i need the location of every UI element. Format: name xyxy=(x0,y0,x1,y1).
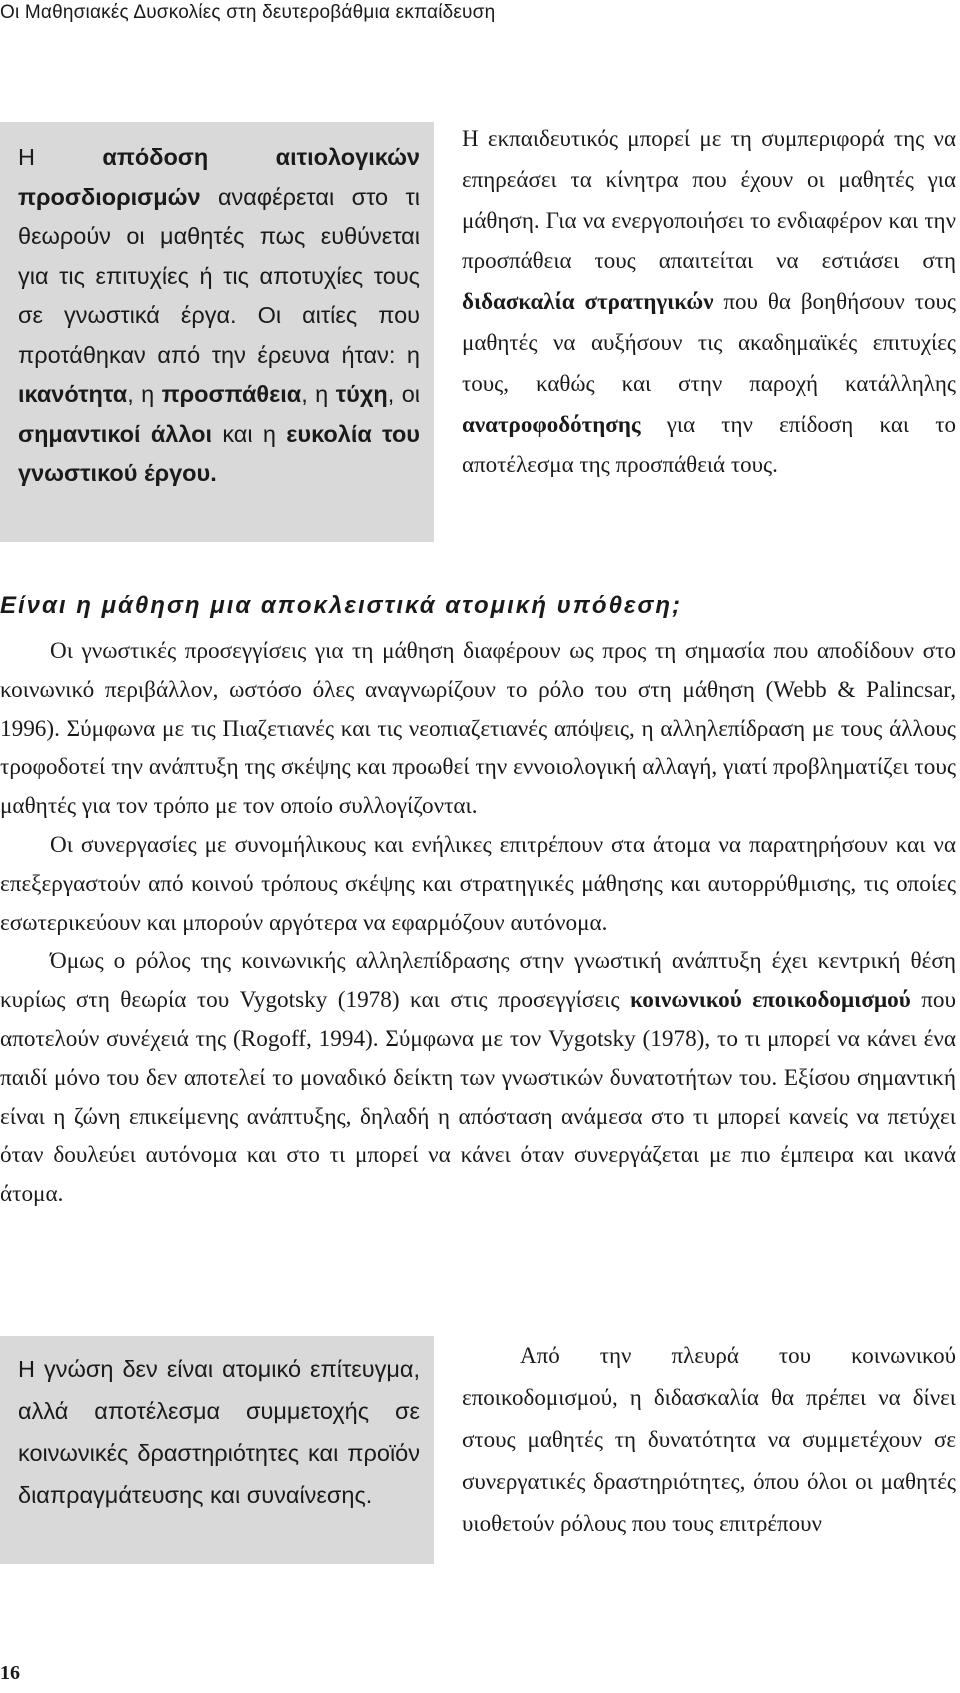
paragraph: Οι συνεργασίες με συνομήλικους και ενήλικες επιτρέπουν στα άτομα να παρατηρήσουν και να επεξεργαστούν από κοινού τρόπους σκέψης και στρατηγικές μάθησης και αυτορρύθμισης, τις οποίες εσωτερικεύουν και μπορούν αργότερα να εφαρμόζουν αυτόνομα. xyxy=(0,831,956,936)
key-term: διδασκαλία στρατηγικών xyxy=(462,289,714,315)
callout-text: , οι xyxy=(387,381,420,407)
paragraph-text: Όμως ο ρόλος της κοινωνικής αλληλεπίδρασης στην γνωστική ανάπτυξη έχει κεντρική θέση κυρίως στη θεωρία του Vygotsky (1978) και στις προσεγγίσεις xyxy=(0,948,956,1014)
sidebar-motivation xyxy=(462,119,956,486)
key-term: ευκολία του γνωστικού έργου. xyxy=(18,420,420,486)
callout-text: , η xyxy=(127,381,162,407)
key-term: τύχη xyxy=(335,381,388,407)
sidebar-text: που θα βοηθήσουν τους μαθητές να αυξήσουν τις ακαδημαϊκές επιτυχίες τους, καθώς και στην παροχή κατάλληλης xyxy=(462,289,956,396)
paragraph: Οι γνωστικές προσεγγίσεις για τη μάθηση διαφέρουν ως προς τη σημασία που αποδίδουν στο κοινωνικό περιβάλλον, ωστόσο όλες αναγνωρίζουν το ρόλο του στη μάθηση (Webb & Palincsar, 1996). Σύμφωνα με τις Πιαζετιανές και τις νεοπιαζετιανές απόψεις, η αλληλεπίδραση με τους άλλους τροφοδοτεί την ανάπτυξη της σκέψης και προωθεί την εννοιολογική αλλαγή, γιατί προβληματίζει τους μαθητές για τον τρόπο με τον οποίο συλλογίζονται. xyxy=(0,638,956,820)
section-heading: Είναι η μάθηση μια αποκλειστικά ατομική υπόθεση; xyxy=(0,592,683,619)
paragraph-text: που αποτελούν συνέχειά της (Rogoff, 1994). Σύμφωνα με τον Vygotsky (1978), το τι μπορεί να κάνει ένα παιδί μόνο του δεν αποτελεί το μοναδικό δείκτη των γνωστικών δυνατοτήτων του. Εξίσου σημαντική είναι η ζώνη επικείμενης ανάπτυξης, δηλαδή η απόσταση ανάμεσα στο τι μπορεί κανείς να πετύχει όταν δουλεύει αυτόνομα και στο τι μπορεί να κάνει όταν συνεργάζεται με πιο έμπειρα και ικανά άτομα. xyxy=(0,987,956,1208)
key-term: προσπάθεια xyxy=(161,381,302,407)
callout-attribution xyxy=(0,122,434,542)
key-term: ανατροφοδότησης xyxy=(462,411,641,437)
body-text xyxy=(0,632,956,1214)
key-term: ικανότητα xyxy=(18,381,128,407)
sidebar-text: Η εκπαιδευτικός μπορεί με τη συμπεριφορά της να επηρεάσει τα κίνητρα που έχουν οι μαθητές για μάθηση. Για να ενεργοποιήσει το ενδιαφέρον και την προσπάθεια τους απαιτείται να εστιάσει στη xyxy=(462,126,956,274)
running-header: Οι Μαθησιακές Δυσκολίες στη δευτεροβάθμια εκπαίδευση xyxy=(0,2,496,23)
sidebar-constructivism: Από την πλευρά του κοινωνικού εποικοδομισμού, η διδασκαλία θα πρέπει να δίνει στους μαθητές τη δυνατότητα να συμμετέχουν σε συνεργατικές δραστηριότητες, όπου όλοι οι μαθητές υιοθετούν ρόλους που τους επιτρέπουν xyxy=(462,1343,956,1536)
callout-text: Η xyxy=(18,144,103,170)
sidebar-text: για την επίδοση και το αποτέλεσμα της προσπάθειά τους. xyxy=(462,411,956,478)
callout-knowledge: Η γνώση δεν είναι ατομικό επίτευγμα, αλλά αποτέλεσμα συμμετοχής σε κοινωνικές δραστηριότητες και προϊόν διαπραγμάτευσης και συναίνεσης. xyxy=(0,1336,434,1564)
key-term: κοινωνικού εποικοδομισμού xyxy=(630,987,911,1014)
paragraph xyxy=(0,942,956,1214)
page-number: 16 xyxy=(0,1662,20,1684)
callout-text: αναφέρεται στο τι θεωρούν οι μαθητές πως ευθύνεται για τις επιτυχίες ή τις αποτυχίες τους σε γνωστικά έργα. Οι αιτίες που προτάθηκαν από την έρευνα ήταν: η xyxy=(18,183,420,368)
key-term: απόδοση αιτιολογικών προσδιορισμών xyxy=(18,144,420,210)
callout-text: και η xyxy=(212,420,287,447)
callout-text: , η xyxy=(301,381,336,407)
key-term: σημαντικοί άλλοι xyxy=(18,420,213,447)
